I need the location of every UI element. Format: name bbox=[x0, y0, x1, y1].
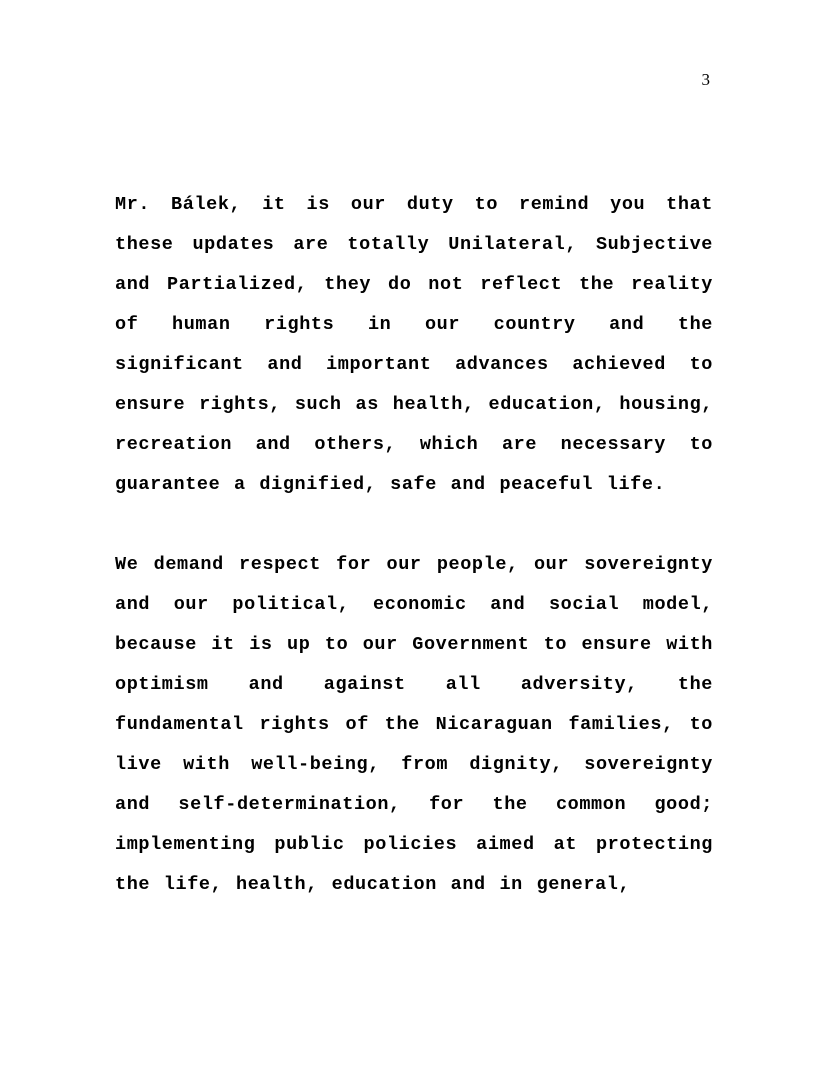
paragraph-2: We demand respect for our people, our sovereignty and our political, economic and social model, because it is up to our Government to ensure with optimism and against all adversity, the fundamental rights of the Nicaraguan families, to live with well-being, from dignity, sovereignty and self-determination, for the common good; implementing public policies aimed at protecting the life, health, education and in general, bbox=[115, 554, 713, 895]
document-body bbox=[115, 185, 713, 945]
paragraph-1: Mr. Bálek, it is our duty to remind you that these updates are totally Unilateral, Subjective and Partialized, they do not reflect the reality of human rights in our country and the significant and important advances achieved to ensure rights, such as health, education, housing, recreation and others, which are necessary to guarantee a dignified, safe and peaceful life. bbox=[115, 194, 713, 495]
page-number: 3 bbox=[701, 70, 710, 89]
